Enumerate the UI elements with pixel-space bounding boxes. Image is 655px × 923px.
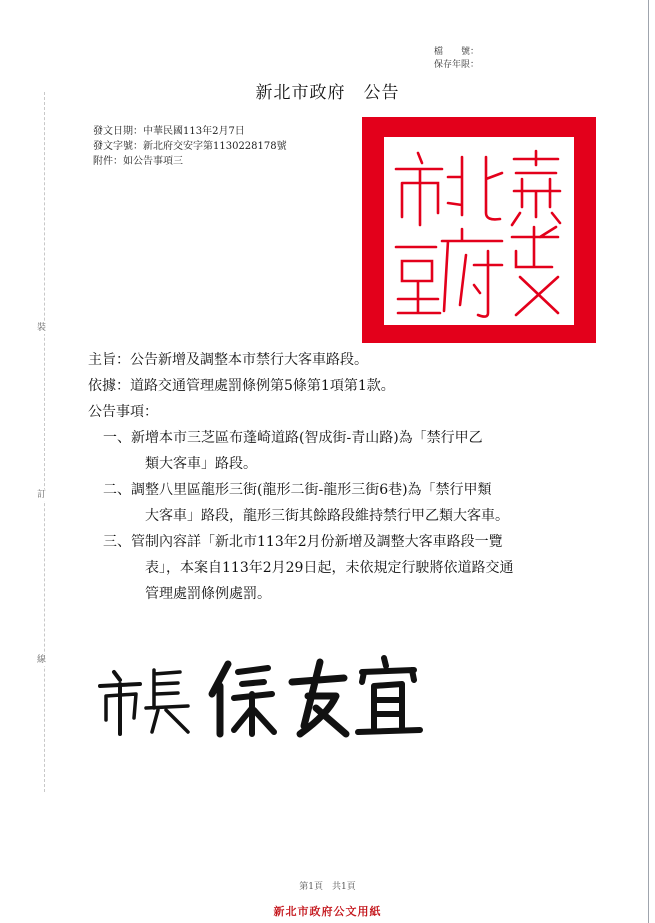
- page-number: 第1頁 共1頁: [299, 882, 356, 892]
- item-1-line-2: 類大客車」路段。: [145, 456, 257, 472]
- issue-date: 發文日期：中華民國113年2月7日: [93, 126, 245, 137]
- document-title: 新北市政府 公告: [255, 83, 400, 103]
- footer-letterhead: 新北市政府公文用紙: [273, 905, 382, 918]
- official-seal: [362, 117, 596, 343]
- item-3-line-1: 三、管制內容詳「新北市113年2月份新增及調整大客車路段一覽: [103, 534, 503, 550]
- archive-info: [434, 46, 479, 72]
- attachment: 附件：如公告事項三: [93, 156, 183, 167]
- item-1-line-1: 一、新增本市三芝區布蓬崎道路(智成街-青山路)為「禁行甲乙: [103, 430, 483, 446]
- basis-line: 依據：道路交通管理處罰條例第5條第1項第1款。: [88, 378, 395, 394]
- binding-line: [44, 92, 45, 792]
- items-heading: 公告事項：: [88, 404, 158, 420]
- list-item: [88, 477, 628, 529]
- file-number-label: 檔 號：: [434, 47, 480, 57]
- binding-mark-xian: 線: [37, 655, 47, 665]
- item-3-line-3: 管理處罰條例處罰。: [145, 586, 271, 602]
- item-3-line-2: 表」，本案自113年2月29日起，未依規定行駛將依道路交通: [145, 560, 514, 576]
- page-edge: [648, 0, 649, 923]
- binding-mark-zhuang: 裝: [37, 323, 47, 333]
- subject-line: 主旨：公告新增及調整本市禁行大客車路段。: [88, 352, 368, 368]
- binding-mark-ding: 訂: [37, 490, 47, 500]
- document-meta: [93, 124, 287, 169]
- list-item: [88, 529, 628, 607]
- list-item: [88, 425, 628, 477]
- announcement-body: [88, 347, 628, 607]
- item-2-line-2: 大客車」路段，龍形三街其餘路段維持禁行甲乙類大客車。: [145, 508, 509, 524]
- item-2-line-1: 二、調整八里區龍形三街(龍形二街-龍形三街6巷)為「禁行甲類: [103, 482, 492, 498]
- retention-label: 保存年限：: [434, 60, 480, 70]
- seal-inner-field: [384, 137, 574, 325]
- mayor-signature: [96, 650, 426, 740]
- document-number: 發文字號：新北府交安字第1130228178號: [93, 141, 287, 152]
